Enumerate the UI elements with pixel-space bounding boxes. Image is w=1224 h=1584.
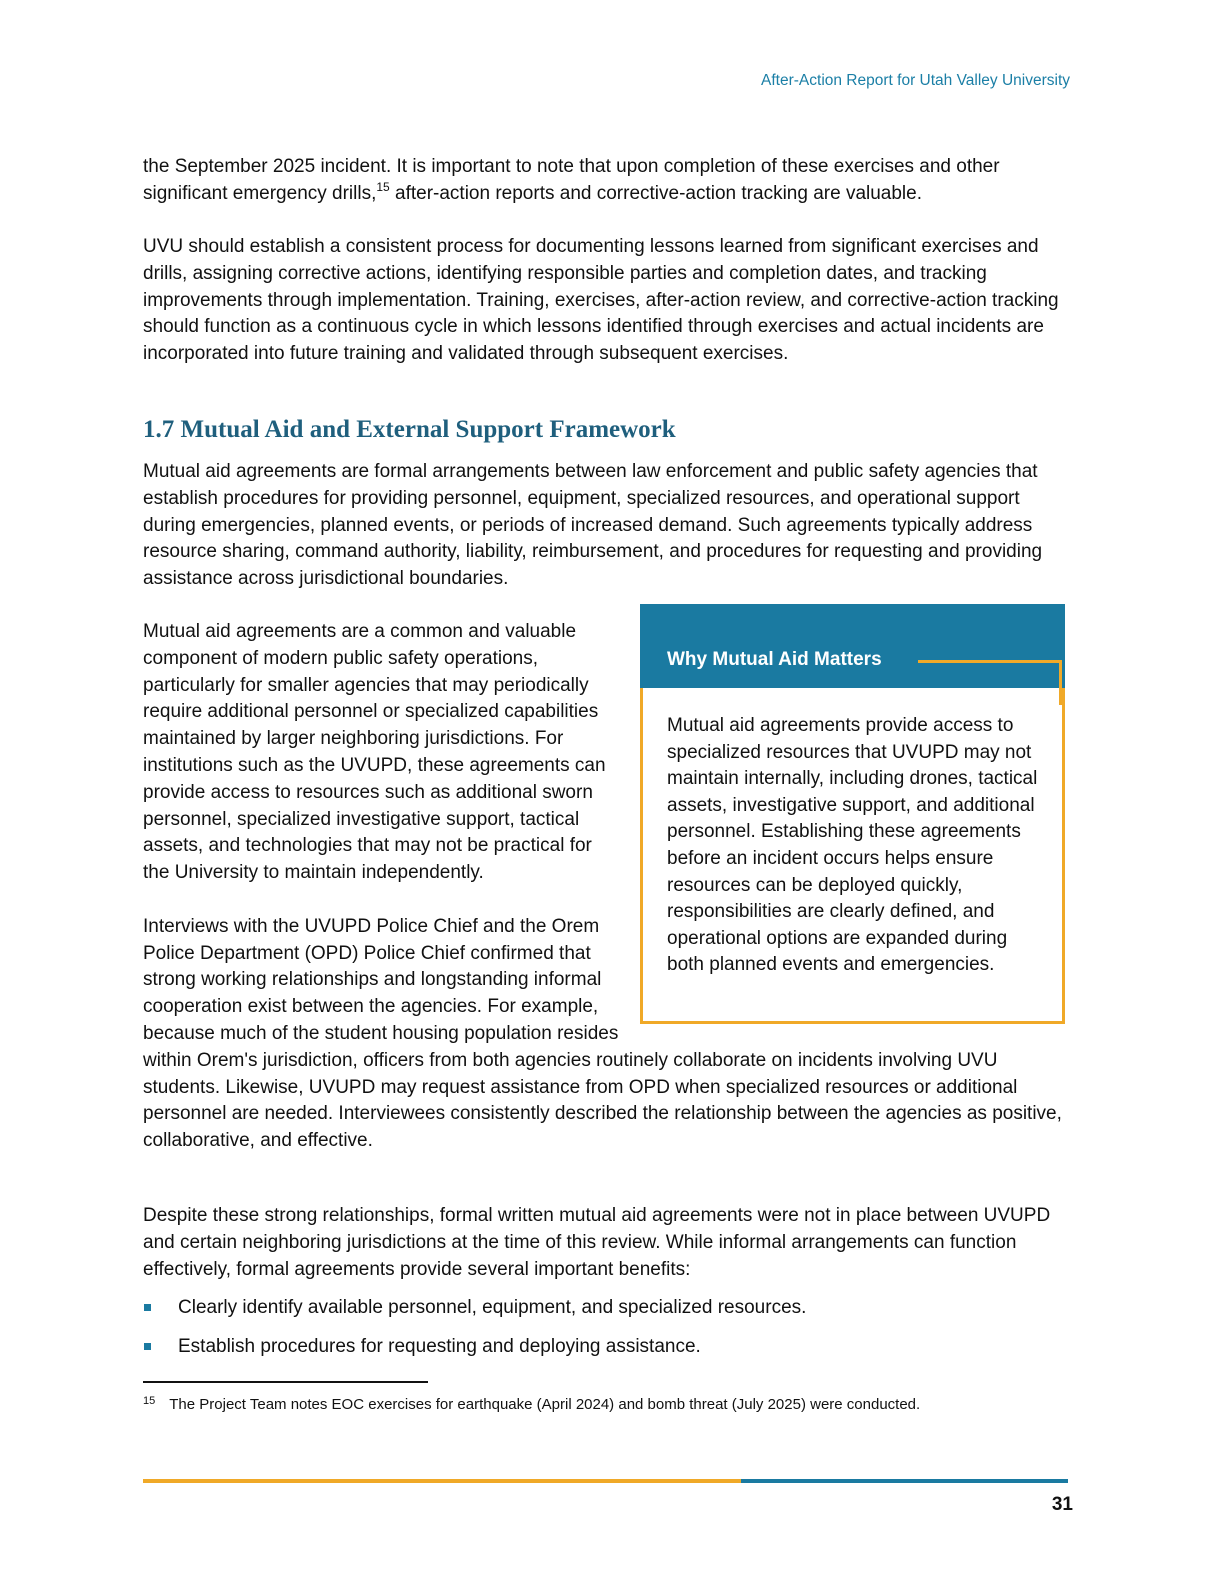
callout-title: Why Mutual Aid Matters [667,649,882,670]
section-paragraph-3: Interviews with the UVUPD Police Chief and the Orem Police Department (OPD) Police Chief confirmed that strong working relationships and longstanding informal cooperation exist between the agencies. For example, because much of the student housing population resides within Orem's jurisdiction, officers from both agencies routinely collaborate on incidents involving UVU students. Likewise, UVUPD may request assistance from OPD when specialized resources or additional personnel are needed. Interviewees consistently described the relationship between the agencies as positive, collaborative, and effective. [143,915,1062,1152]
list-item-text: Clearly identify available personnel, equipment, and specialized resources. [178,1297,807,1318]
footnote-separator [143,1381,428,1383]
section-paragraph-1: Mutual aid agreements are formal arrangements between law enforcement and public safety agencies that establish procedures for providing personnel, equipment, specialized resources, and operational support during emergencies, planned events, or periods of increased demand. Such agreements typically address resource sharing, command authority, liability, reimbursement, and procedures for requesting and providing assistance across jurisdictional boundaries. [143,461,1043,590]
intro-text-part-1: the September 2025 incident. It is important to note that upon completion of these exercises and other significant emergency drills, [143,156,1000,204]
square-bullet-icon [144,1343,151,1350]
square-bullet-icon [144,1304,151,1311]
list-item [143,1334,1073,1361]
list-item-text: Establish procedures for requesting and deploying assistance. [178,1335,701,1357]
footnote [143,1396,1073,1413]
footnote-text: The Project Team notes EOC exercises for earthquake (April 2024) and bomb threat (July 2025) were conducted. [169,1396,921,1413]
footnote-reference[interactable]: 15 [376,179,390,194]
intro-paragraph-2: UVU should establish a consistent process for documenting lessons learned from significant exercises and drills, assigning corrective actions, identifying responsible parties and completion dates, and tracking improvements through implementation. Training, exercises, after-action review, and corrective-action tracking should function as a continuous cycle in which lessons identified through exercises and actual incidents are incorporated into future training and validated through subsequent exercises. [143,236,1059,365]
section-heading: 1.7 Mutual Aid and External Support Framework [143,416,676,443]
callout-box [640,604,1065,1027]
running-header: After-Action Report for Utah Valley University [761,72,1070,89]
page-number: 31 [1051,1494,1073,1515]
callout-accent-bracket [918,660,1062,705]
footer-rule-gold [143,1479,741,1483]
callout-body: Mutual aid agreements provide access to specialized resources that UVUPD may not maintain internally, including drones, tactical assets, investigative support, and additional personnel. Establishing these agreements before an incident occurs helps ensure resources can be deployed quickly, responsibilities are clearly defined, and operational options are expanded during both planned events and emergencies. [667,715,1038,976]
intro-paragraph-1 [143,154,1073,208]
benefit-list [143,1295,1073,1373]
footer-rule-blue [741,1479,1068,1483]
section-paragraph-2: Mutual aid agreements are a common and valuable component of modern public safety operations, particularly for smaller agencies that may periodically require additional personnel or specialized capabilities maintained by larger neighboring jurisdictions. For institutions such as the UVUPD, these agreements can provide access to resources such as additional sworn personnel, specialized investigative support, tactical assets, and technologies that may not be practical for the University to maintain independently. [143,621,606,884]
footnote-number: 15 [143,1395,156,1407]
section-paragraph-4: Despite these strong relationships, formal written mutual aid agreements were not in place between UVUPD and certain neighboring jurisdictions at the time of this review. While informal arrangements can function effectively, formal agreements provide several important benefits: [143,1205,1051,1280]
intro-text-part-2: after-action reports and corrective-action tracking are valuable. [389,182,922,204]
list-item [143,1295,1073,1322]
